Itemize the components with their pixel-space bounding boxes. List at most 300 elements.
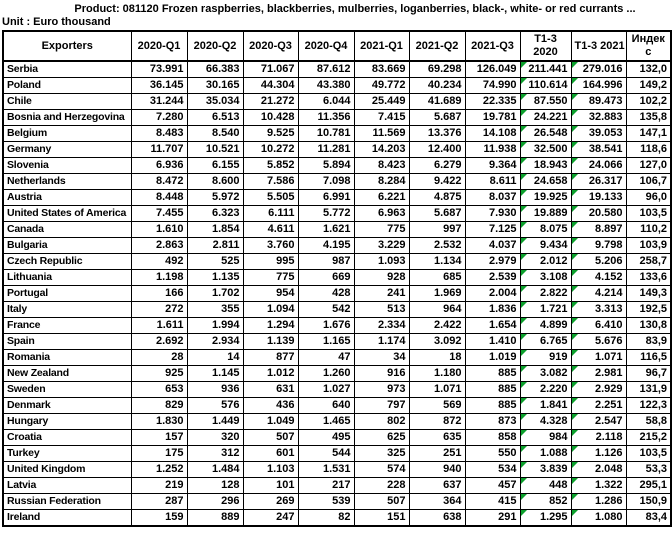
cell-index[interactable]: 116,5 [626,350,671,366]
cell-2021-q3[interactable]: 2.539 [465,270,520,286]
cell-2020-q2[interactable]: 936 [187,382,243,398]
cell-2021-q2[interactable]: 638 [409,510,465,527]
cell-2020-q2[interactable]: 1.854 [187,222,243,238]
cell-2021-q1[interactable]: 916 [354,366,409,382]
cell-index[interactable]: 295,1 [626,478,671,494]
cell-t1-3-2021[interactable]: 1.071 [571,350,626,366]
cell-2020-q1[interactable]: 492 [131,254,187,270]
cell-t1-3-2021[interactable]: 1.126 [571,446,626,462]
cell-2020-q3[interactable]: 1.139 [243,334,298,350]
cell-exporter[interactable]: Lithuania [3,270,131,286]
cell-2020-q1[interactable]: 925 [131,366,187,382]
cell-2021-q3[interactable]: 22.335 [465,94,520,110]
cell-index[interactable]: 122,3 [626,398,671,414]
cell-2021-q2[interactable]: 1.134 [409,254,465,270]
cell-index[interactable]: 96,7 [626,366,671,382]
cell-2021-q3[interactable]: 457 [465,478,520,494]
cell-2020-q4[interactable]: 82 [298,510,354,527]
cell-index[interactable]: 127,0 [626,158,671,174]
cell-2020-q1[interactable]: 1.252 [131,462,187,478]
cell-2020-q3[interactable]: 6.111 [243,206,298,222]
cell-2020-q1[interactable]: 7.280 [131,110,187,126]
cell-index[interactable]: 135,8 [626,110,671,126]
cell-2020-q4[interactable]: 7.098 [298,174,354,190]
cell-2020-q2[interactable]: 1.145 [187,366,243,382]
cell-index[interactable]: 215,2 [626,430,671,446]
cell-2021-q2[interactable]: 940 [409,462,465,478]
cell-t1-3-2020[interactable]: 18.943 [520,158,571,174]
cell-2021-q2[interactable]: 12.400 [409,142,465,158]
cell-2020-q4[interactable]: 6.044 [298,94,354,110]
cell-2021-q3[interactable]: 415 [465,494,520,510]
cell-2020-q3[interactable]: 1.012 [243,366,298,382]
cell-t1-3-2020[interactable]: 1.721 [520,302,571,318]
column-header-t1-3-2021[interactable]: T1-3 2021 [571,31,626,61]
cell-2020-q3[interactable]: 1.294 [243,318,298,334]
cell-t1-3-2021[interactable]: 20.580 [571,206,626,222]
cell-2021-q3[interactable]: 11.938 [465,142,520,158]
cell-index[interactable]: 132,0 [626,61,671,78]
cell-2020-q2[interactable]: 10.521 [187,142,243,158]
cell-2021-q3[interactable]: 14.108 [465,126,520,142]
cell-exporter[interactable]: Netherlands [3,174,131,190]
cell-t1-3-2021[interactable]: 38.541 [571,142,626,158]
cell-t1-3-2021[interactable]: 2.251 [571,398,626,414]
cell-2020-q1[interactable]: 829 [131,398,187,414]
cell-2020-q1[interactable]: 28 [131,350,187,366]
cell-2020-q1[interactable]: 7.455 [131,206,187,222]
cell-2020-q2[interactable]: 5.972 [187,190,243,206]
cell-2020-q4[interactable]: 1.465 [298,414,354,430]
cell-exporter[interactable]: Sweden [3,382,131,398]
cell-2020-q2[interactable]: 14 [187,350,243,366]
column-header-index[interactable]: Индекс [626,31,671,61]
cell-2021-q1[interactable]: 802 [354,414,409,430]
cell-2021-q2[interactable]: 364 [409,494,465,510]
cell-2021-q2[interactable]: 1.969 [409,286,465,302]
cell-t1-3-2020[interactable]: 2.822 [520,286,571,302]
cell-t1-3-2021[interactable]: 2.547 [571,414,626,430]
cell-t1-3-2021[interactable]: 26.317 [571,174,626,190]
cell-2020-q4[interactable]: 6.991 [298,190,354,206]
cell-2020-q2[interactable]: 30.165 [187,78,243,94]
cell-exporter[interactable]: Hungary [3,414,131,430]
cell-t1-3-2020[interactable]: 26.548 [520,126,571,142]
cell-2020-q1[interactable]: 287 [131,494,187,510]
cell-2020-q1[interactable]: 653 [131,382,187,398]
cell-2020-q2[interactable]: 128 [187,478,243,494]
cell-2021-q3[interactable]: 74.990 [465,78,520,94]
cell-t1-3-2021[interactable]: 6.410 [571,318,626,334]
cell-2020-q3[interactable]: 7.586 [243,174,298,190]
cell-2020-q1[interactable]: 157 [131,430,187,446]
cell-2020-q2[interactable]: 35.034 [187,94,243,110]
cell-2020-q1[interactable]: 1.198 [131,270,187,286]
cell-2020-q2[interactable]: 889 [187,510,243,527]
cell-t1-3-2020[interactable]: 32.500 [520,142,571,158]
cell-2021-q3[interactable]: 8.611 [465,174,520,190]
cell-2020-q3[interactable]: 436 [243,398,298,414]
cell-2020-q1[interactable]: 1.611 [131,318,187,334]
cell-t1-3-2020[interactable]: 1.088 [520,446,571,462]
cell-2021-q3[interactable]: 4.037 [465,238,520,254]
cell-exporter[interactable]: Romania [3,350,131,366]
cell-2020-q2[interactable]: 6.323 [187,206,243,222]
cell-2021-q2[interactable]: 685 [409,270,465,286]
cell-2021-q2[interactable]: 1.071 [409,382,465,398]
cell-2021-q2[interactable]: 5.687 [409,206,465,222]
cell-2020-q2[interactable]: 66.383 [187,61,243,78]
cell-t1-3-2021[interactable]: 19.133 [571,190,626,206]
cell-exporter[interactable]: United States of America [3,206,131,222]
cell-2020-q1[interactable]: 36.145 [131,78,187,94]
cell-2020-q2[interactable]: 1.994 [187,318,243,334]
cell-exporter[interactable]: Belgium [3,126,131,142]
cell-2020-q1[interactable]: 159 [131,510,187,527]
cell-2020-q1[interactable]: 166 [131,286,187,302]
cell-2020-q2[interactable]: 355 [187,302,243,318]
cell-exporter[interactable]: Russian Federation [3,494,131,510]
cell-2021-q1[interactable]: 7.415 [354,110,409,126]
cell-2020-q1[interactable]: 2.692 [131,334,187,350]
cell-2020-q3[interactable]: 71.067 [243,61,298,78]
cell-2021-q3[interactable]: 7.125 [465,222,520,238]
cell-exporter[interactable]: Poland [3,78,131,94]
cell-2021-q3[interactable]: 873 [465,414,520,430]
cell-t1-3-2020[interactable]: 24.658 [520,174,571,190]
cell-t1-3-2021[interactable]: 5.676 [571,334,626,350]
cell-2021-q2[interactable]: 1.180 [409,366,465,382]
cell-index[interactable]: 58,8 [626,414,671,430]
cell-2020-q4[interactable]: 640 [298,398,354,414]
cell-2020-q2[interactable]: 8.600 [187,174,243,190]
cell-2020-q3[interactable]: 601 [243,446,298,462]
cell-index[interactable]: 83,9 [626,334,671,350]
cell-t1-3-2021[interactable]: 89.473 [571,94,626,110]
cell-2020-q4[interactable]: 43.380 [298,78,354,94]
cell-index[interactable]: 258,7 [626,254,671,270]
cell-index[interactable]: 103,9 [626,238,671,254]
cell-2021-q2[interactable]: 637 [409,478,465,494]
cell-2020-q3[interactable]: 4.611 [243,222,298,238]
cell-2021-q1[interactable]: 8.284 [354,174,409,190]
cell-exporter[interactable]: Serbia [3,61,131,78]
cell-2021-q1[interactable]: 3.229 [354,238,409,254]
cell-2021-q2[interactable]: 4.875 [409,190,465,206]
cell-2021-q2[interactable]: 5.687 [409,110,465,126]
cell-t1-3-2021[interactable]: 4.152 [571,270,626,286]
cell-t1-3-2021[interactable]: 32.883 [571,110,626,126]
cell-2021-q2[interactable]: 964 [409,302,465,318]
cell-exporter[interactable]: Austria [3,190,131,206]
cell-2021-q2[interactable]: 635 [409,430,465,446]
cell-2021-q3[interactable]: 885 [465,398,520,414]
cell-2021-q1[interactable]: 83.669 [354,61,409,78]
cell-2020-q4[interactable]: 544 [298,446,354,462]
cell-2021-q2[interactable]: 69.298 [409,61,465,78]
cell-index[interactable]: 133,6 [626,270,671,286]
cell-2021-q1[interactable]: 151 [354,510,409,527]
cell-2021-q1[interactable]: 8.423 [354,158,409,174]
cell-2020-q3[interactable]: 1.049 [243,414,298,430]
cell-exporter[interactable]: Italy [3,302,131,318]
cell-2021-q1[interactable]: 507 [354,494,409,510]
cell-t1-3-2021[interactable]: 2.118 [571,430,626,446]
cell-2021-q1[interactable]: 1.174 [354,334,409,350]
cell-t1-3-2020[interactable]: 6.765 [520,334,571,350]
cell-2020-q1[interactable]: 8.448 [131,190,187,206]
cell-2020-q1[interactable]: 31.244 [131,94,187,110]
cell-2020-q1[interactable]: 272 [131,302,187,318]
cell-2021-q2[interactable]: 2.422 [409,318,465,334]
cell-t1-3-2020[interactable]: 852 [520,494,571,510]
cell-t1-3-2021[interactable]: 39.053 [571,126,626,142]
cell-2021-q3[interactable]: 1.654 [465,318,520,334]
cell-index[interactable]: 110,2 [626,222,671,238]
cell-t1-3-2021[interactable]: 24.066 [571,158,626,174]
cell-2021-q1[interactable]: 25.449 [354,94,409,110]
cell-t1-3-2020[interactable]: 110.614 [520,78,571,94]
column-header-2021-q3[interactable]: 2021-Q3 [465,31,520,61]
column-header-2021-q2[interactable]: 2021-Q2 [409,31,465,61]
cell-t1-3-2021[interactable]: 2.981 [571,366,626,382]
column-header-2020-q1[interactable]: 2020-Q1 [131,31,187,61]
cell-2020-q3[interactable]: 631 [243,382,298,398]
cell-index[interactable]: 53,3 [626,462,671,478]
cell-2020-q4[interactable]: 1.165 [298,334,354,350]
cell-index[interactable]: 83,4 [626,510,671,527]
cell-2021-q2[interactable]: 2.532 [409,238,465,254]
cell-2021-q1[interactable]: 574 [354,462,409,478]
cell-t1-3-2020[interactable]: 87.550 [520,94,571,110]
cell-2020-q4[interactable]: 539 [298,494,354,510]
cell-2020-q2[interactable]: 6.513 [187,110,243,126]
cell-index[interactable]: 130,8 [626,318,671,334]
cell-2020-q2[interactable]: 1.135 [187,270,243,286]
cell-exporter[interactable]: France [3,318,131,334]
cell-t1-3-2020[interactable]: 8.075 [520,222,571,238]
cell-exporter[interactable]: Chile [3,94,131,110]
cell-2020-q1[interactable]: 8.483 [131,126,187,142]
cell-2020-q2[interactable]: 525 [187,254,243,270]
cell-t1-3-2020[interactable]: 211.441 [520,61,571,78]
cell-2020-q3[interactable]: 21.272 [243,94,298,110]
cell-2020-q2[interactable]: 1.449 [187,414,243,430]
cell-2021-q2[interactable]: 997 [409,222,465,238]
cell-2020-q3[interactable]: 44.304 [243,78,298,94]
cell-2020-q2[interactable]: 8.540 [187,126,243,142]
cell-t1-3-2021[interactable]: 2.929 [571,382,626,398]
cell-t1-3-2020[interactable]: 3.082 [520,366,571,382]
cell-2020-q1[interactable]: 11.707 [131,142,187,158]
cell-t1-3-2021[interactable]: 8.897 [571,222,626,238]
cell-2020-q1[interactable]: 175 [131,446,187,462]
cell-2021-q1[interactable]: 797 [354,398,409,414]
cell-2020-q2[interactable]: 1.484 [187,462,243,478]
cell-2020-q1[interactable]: 73.991 [131,61,187,78]
cell-t1-3-2021[interactable]: 279.016 [571,61,626,78]
cell-exporter[interactable]: Portugal [3,286,131,302]
cell-index[interactable]: 131,9 [626,382,671,398]
cell-2021-q2[interactable]: 251 [409,446,465,462]
cell-2020-q1[interactable]: 1.610 [131,222,187,238]
column-header-2020-q2[interactable]: 2020-Q2 [187,31,243,61]
cell-t1-3-2021[interactable]: 5.206 [571,254,626,270]
cell-2021-q2[interactable]: 6.279 [409,158,465,174]
cell-2021-q3[interactable]: 291 [465,510,520,527]
cell-2020-q3[interactable]: 954 [243,286,298,302]
cell-t1-3-2020[interactable]: 984 [520,430,571,446]
cell-exporter[interactable]: Bulgaria [3,238,131,254]
cell-2020-q1[interactable]: 8.472 [131,174,187,190]
cell-2020-q3[interactable]: 9.525 [243,126,298,142]
column-header-exporters[interactable]: Exporters [3,31,131,61]
cell-2020-q3[interactable]: 269 [243,494,298,510]
cell-2021-q1[interactable]: 2.334 [354,318,409,334]
cell-2020-q4[interactable]: 428 [298,286,354,302]
cell-2021-q1[interactable]: 49.772 [354,78,409,94]
cell-index[interactable]: 96,0 [626,190,671,206]
column-header-2021-q1[interactable]: 2021-Q1 [354,31,409,61]
cell-2021-q3[interactable]: 19.781 [465,110,520,126]
cell-2021-q1[interactable]: 325 [354,446,409,462]
cell-t1-3-2021[interactable]: 2.048 [571,462,626,478]
column-header-t1-3-2020[interactable]: T1-3 2020 [520,31,571,61]
cell-t1-3-2020[interactable]: 1.841 [520,398,571,414]
cell-2021-q1[interactable]: 973 [354,382,409,398]
cell-t1-3-2020[interactable]: 9.434 [520,238,571,254]
cell-2020-q4[interactable]: 1.531 [298,462,354,478]
cell-2021-q3[interactable]: 1.410 [465,334,520,350]
column-header-2020-q3[interactable]: 2020-Q3 [243,31,298,61]
cell-t1-3-2020[interactable]: 2.012 [520,254,571,270]
cell-2020-q2[interactable]: 320 [187,430,243,446]
cell-t1-3-2020[interactable]: 4.328 [520,414,571,430]
cell-2021-q1[interactable]: 6.963 [354,206,409,222]
cell-2021-q3[interactable]: 885 [465,366,520,382]
cell-exporter[interactable]: Denmark [3,398,131,414]
cell-2020-q3[interactable]: 1.103 [243,462,298,478]
cell-2020-q1[interactable]: 1.830 [131,414,187,430]
cell-2020-q4[interactable]: 5.894 [298,158,354,174]
cell-2020-q4[interactable]: 987 [298,254,354,270]
cell-2021-q2[interactable]: 41.689 [409,94,465,110]
cell-2020-q2[interactable]: 2.934 [187,334,243,350]
cell-exporter[interactable]: Croatia [3,430,131,446]
cell-t1-3-2020[interactable]: 19.925 [520,190,571,206]
cell-2020-q3[interactable]: 101 [243,478,298,494]
cell-2020-q3[interactable]: 1.094 [243,302,298,318]
cell-2021-q2[interactable]: 40.234 [409,78,465,94]
cell-2021-q1[interactable]: 775 [354,222,409,238]
cell-2021-q3[interactable]: 1.836 [465,302,520,318]
cell-2020-q4[interactable]: 1.027 [298,382,354,398]
cell-2021-q3[interactable]: 7.930 [465,206,520,222]
cell-2021-q2[interactable]: 3.092 [409,334,465,350]
cell-2020-q1[interactable]: 2.863 [131,238,187,254]
cell-2021-q3[interactable]: 534 [465,462,520,478]
cell-2020-q3[interactable]: 507 [243,430,298,446]
cell-exporter[interactable]: Bosnia and Herzegovina [3,110,131,126]
cell-2020-q2[interactable]: 312 [187,446,243,462]
cell-exporter[interactable]: Czech Republic [3,254,131,270]
cell-2020-q2[interactable]: 1.702 [187,286,243,302]
cell-2021-q3[interactable]: 9.364 [465,158,520,174]
cell-t1-3-2021[interactable]: 1.322 [571,478,626,494]
cell-index[interactable]: 103,5 [626,446,671,462]
cell-2021-q3[interactable]: 858 [465,430,520,446]
cell-t1-3-2021[interactable]: 9.798 [571,238,626,254]
cell-2021-q1[interactable]: 6.221 [354,190,409,206]
cell-2020-q3[interactable]: 5.505 [243,190,298,206]
cell-2021-q3[interactable]: 2.979 [465,254,520,270]
cell-2020-q4[interactable]: 1.621 [298,222,354,238]
cell-2020-q4[interactable]: 4.195 [298,238,354,254]
cell-index[interactable]: 150,9 [626,494,671,510]
cell-index[interactable]: 102,2 [626,94,671,110]
cell-t1-3-2020[interactable]: 3.839 [520,462,571,478]
cell-2020-q3[interactable]: 877 [243,350,298,366]
cell-t1-3-2020[interactable]: 19.889 [520,206,571,222]
cell-2021-q2[interactable]: 872 [409,414,465,430]
cell-2021-q3[interactable]: 550 [465,446,520,462]
cell-exporter[interactable]: Canada [3,222,131,238]
cell-2020-q1[interactable]: 219 [131,478,187,494]
cell-2021-q1[interactable]: 241 [354,286,409,302]
cell-t1-3-2020[interactable]: 24.221 [520,110,571,126]
cell-2020-q4[interactable]: 1.676 [298,318,354,334]
cell-2021-q1[interactable]: 34 [354,350,409,366]
cell-index[interactable]: 192,5 [626,302,671,318]
cell-2020-q2[interactable]: 576 [187,398,243,414]
cell-2021-q2[interactable]: 13.376 [409,126,465,142]
cell-t1-3-2020[interactable]: 448 [520,478,571,494]
column-header-2020-q4[interactable]: 2020-Q4 [298,31,354,61]
cell-index[interactable]: 149,3 [626,286,671,302]
cell-exporter[interactable]: Spain [3,334,131,350]
cell-t1-3-2021[interactable]: 164.996 [571,78,626,94]
cell-index[interactable]: 147,1 [626,126,671,142]
cell-2021-q3[interactable]: 2.004 [465,286,520,302]
cell-2021-q1[interactable]: 928 [354,270,409,286]
cell-2021-q2[interactable]: 18 [409,350,465,366]
cell-2020-q4[interactable]: 669 [298,270,354,286]
cell-2020-q4[interactable]: 5.772 [298,206,354,222]
cell-t1-3-2020[interactable]: 1.295 [520,510,571,527]
cell-exporter[interactable]: United Kingdom [3,462,131,478]
cell-index[interactable]: 106,7 [626,174,671,190]
cell-t1-3-2020[interactable]: 919 [520,350,571,366]
cell-2020-q4[interactable]: 10.781 [298,126,354,142]
cell-2020-q4[interactable]: 87.612 [298,61,354,78]
cell-2021-q3[interactable]: 885 [465,382,520,398]
cell-exporter[interactable]: New Zealand [3,366,131,382]
cell-exporter[interactable]: Slovenia [3,158,131,174]
cell-2021-q2[interactable]: 569 [409,398,465,414]
cell-2021-q3[interactable]: 8.037 [465,190,520,206]
cell-2020-q3[interactable]: 5.852 [243,158,298,174]
cell-2020-q3[interactable]: 995 [243,254,298,270]
cell-index[interactable]: 118,6 [626,142,671,158]
cell-2020-q3[interactable]: 10.428 [243,110,298,126]
cell-t1-3-2021[interactable]: 3.313 [571,302,626,318]
cell-2021-q1[interactable]: 625 [354,430,409,446]
cell-t1-3-2020[interactable]: 3.108 [520,270,571,286]
cell-2021-q2[interactable]: 9.422 [409,174,465,190]
cell-2021-q1[interactable]: 14.203 [354,142,409,158]
cell-2020-q4[interactable]: 11.356 [298,110,354,126]
cell-2020-q3[interactable]: 10.272 [243,142,298,158]
